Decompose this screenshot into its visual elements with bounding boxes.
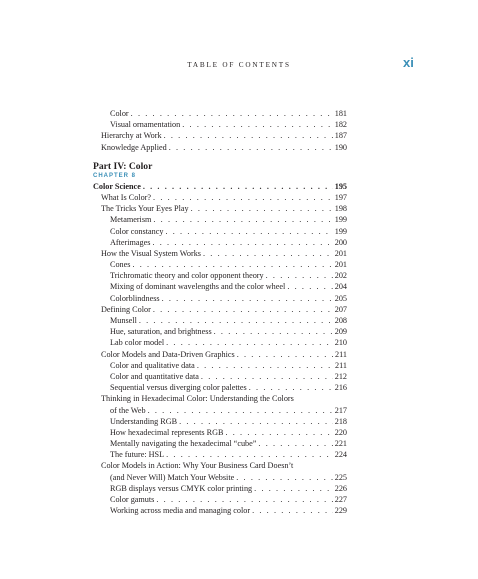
toc-entry-label: Working across media and managing color [110, 506, 251, 516]
toc-entry [93, 281, 347, 292]
dot-leader [162, 293, 333, 304]
toc-entry-page: 198 [334, 204, 347, 214]
dot-leader [179, 416, 333, 427]
dot-leader [166, 337, 333, 348]
toc-entry [93, 472, 347, 483]
toc-entry [93, 237, 347, 248]
toc-entry [93, 130, 347, 141]
toc-entry-page: 207 [334, 304, 347, 314]
dot-leader [254, 483, 333, 494]
toc-entry-label: Trichromatic theory and color opponent theory [110, 271, 264, 281]
toc-entry-page: 205 [334, 293, 347, 303]
dot-leader [165, 226, 332, 237]
chapter-label: CHAPTER 8 [93, 172, 137, 179]
dot-leader [153, 214, 332, 225]
toc-entry [93, 483, 347, 494]
toc-entry-page: 204 [334, 282, 347, 292]
dot-leader [156, 494, 332, 505]
toc-entry [93, 142, 347, 153]
toc-entry-label: Color Models in Action: Why Your Business Card Doesn’t [101, 461, 294, 471]
toc-entry-page: 200 [334, 237, 347, 247]
toc-entry [93, 259, 347, 270]
toc-entry-label: Understanding RGB [110, 416, 178, 426]
dot-leader [131, 108, 333, 119]
dot-leader [236, 472, 332, 483]
dot-leader [249, 382, 333, 393]
toc-main-section [93, 181, 347, 517]
toc-entry [93, 315, 347, 326]
toc-entry-page: 182 [334, 120, 347, 130]
toc-entry-label: Colorblindness [110, 293, 160, 303]
toc-entry-page: 211 [335, 360, 347, 370]
toc-entry [93, 438, 347, 449]
toc-entry-label: Cones [110, 260, 131, 270]
toc-entry-page: 181 [334, 109, 347, 118]
toc-entry-label: Sequential versus diverging color palettes [110, 383, 247, 393]
toc-entry-page: 190 [334, 142, 347, 152]
toc-entry-page: 211 [335, 349, 347, 359]
dot-leader [153, 304, 333, 315]
dot-leader [203, 248, 333, 259]
toc-entry-page: 212 [334, 371, 347, 381]
toc-entry-page: 224 [334, 450, 347, 460]
toc-entry-label: Metamerism [110, 215, 152, 225]
dot-leader [143, 181, 333, 192]
toc-entry [93, 494, 347, 505]
dot-leader [139, 315, 333, 326]
toc-entry-label: How hexadecimal represents RGB [110, 427, 224, 437]
dot-leader [153, 192, 333, 203]
toc-entry-page: 195 [334, 181, 347, 191]
toc-entry [93, 405, 347, 416]
toc-entry [93, 349, 347, 360]
toc-entry [93, 226, 347, 237]
toc-entry-label: of the Web [110, 405, 146, 415]
toc-entry-label: How the Visual System Works [101, 248, 201, 258]
toc-entry [93, 393, 347, 404]
dot-leader [201, 371, 333, 382]
toc-entry [93, 270, 347, 281]
toc-entry-page: 226 [334, 483, 347, 493]
dot-leader [152, 237, 332, 248]
toc-entry-page: 227 [334, 495, 347, 504]
toc-entry-page: 221 [334, 439, 347, 449]
part-heading: Part IV: Color [93, 160, 153, 172]
toc-entry-page: 218 [334, 416, 347, 426]
toc-entry-page: 208 [334, 316, 347, 325]
toc-entry [93, 181, 347, 192]
toc-entry-page: 201 [334, 260, 347, 270]
toc-entry-label: Lab color model [110, 338, 165, 348]
dot-leader [169, 142, 333, 153]
toc-entry [93, 449, 347, 460]
toc-entry-page: 209 [334, 327, 347, 337]
toc-top-section [93, 108, 347, 153]
toc-entry-label: The future: HSL [110, 450, 165, 460]
toc-entry-label: Visual ornamentation [110, 120, 181, 130]
dot-leader [148, 405, 333, 416]
toc-entry-label: Thinking in Hexadecimal Color: Understanding the Colors [101, 394, 294, 404]
toc-entry-label: Hue, saturation, and brightness [110, 327, 212, 337]
table-of-contents [93, 108, 347, 516]
toc-entry [93, 371, 347, 382]
toc-entry-label: Defining Color [101, 304, 151, 314]
toc-entry-page: 229 [334, 506, 347, 516]
toc-entry-page: 187 [334, 131, 347, 141]
running-head: TABLE OF CONTENTS [187, 61, 291, 69]
toc-entry [93, 119, 347, 130]
dot-leader [225, 427, 332, 438]
toc-entry-page: 220 [334, 427, 347, 437]
toc-entry-page: 210 [334, 338, 347, 348]
toc-entry [93, 337, 347, 348]
toc-entry-label: The Tricks Your Eyes Play [101, 204, 189, 214]
toc-entry-label: RGB displays versus CMYK color printing [110, 483, 253, 493]
toc-entry [93, 382, 347, 393]
toc-entry [93, 416, 347, 427]
toc-entry-label: Hierarchy at Work [101, 131, 162, 141]
dot-leader [132, 259, 332, 270]
toc-entry [93, 293, 347, 304]
toc-entry-label: Color [110, 109, 129, 118]
toc-entry-page: 201 [334, 248, 347, 258]
toc-entry-page: 199 [334, 215, 347, 225]
toc-entry-label: Color Models and Data-Driven Graphics [101, 349, 235, 359]
toc-entry-label: Color gamuts [110, 495, 155, 504]
toc-entry [93, 108, 347, 119]
toc-entry [93, 248, 347, 259]
toc-entry [93, 460, 347, 471]
toc-entry-page: 216 [334, 383, 347, 393]
toc-entry-label: Color and quantitative data [110, 371, 199, 381]
dot-leader [258, 438, 332, 449]
dot-leader [214, 326, 333, 337]
dot-leader [266, 270, 333, 281]
toc-entry [93, 427, 347, 438]
toc-entry-page: 217 [334, 405, 347, 415]
toc-entry [93, 326, 347, 337]
toc-entry-label: Color constancy [110, 226, 164, 236]
dot-leader [252, 505, 333, 516]
dot-leader [182, 119, 332, 130]
toc-entry-label: Knowledge Applied [101, 142, 167, 152]
dot-leader [237, 349, 333, 360]
toc-entry-label: Munsell [110, 316, 137, 325]
toc-entry [93, 360, 347, 371]
toc-entry-label: Mixing of dominant wavelengths and the color wheel [110, 282, 286, 292]
dot-leader [197, 360, 333, 371]
toc-entry-label: (and Never Will) Match Your Website [110, 472, 235, 482]
dot-leader [287, 281, 332, 292]
dot-leader [164, 130, 333, 141]
toc-entry-label: Afterimages [110, 237, 151, 247]
page-number: xi [403, 55, 414, 70]
toc-entry [93, 304, 347, 315]
toc-entry-page: 197 [334, 192, 347, 202]
toc-entry-page: 202 [334, 271, 347, 281]
toc-entry-page: 225 [334, 472, 347, 482]
dot-leader [191, 203, 333, 214]
toc-entry-label: What Is Color? [101, 192, 152, 202]
toc-entry-label: Mentally navigating the hexadecimal “cube” [110, 439, 257, 449]
toc-entry [93, 203, 347, 214]
toc-entry-page: 199 [334, 226, 347, 236]
toc-entry [93, 192, 347, 203]
toc-entry-label: Color and qualitative data [110, 360, 195, 370]
toc-entry [93, 505, 347, 516]
dot-leader [166, 449, 333, 460]
toc-entry-label: Color Science [93, 181, 141, 191]
toc-entry [93, 214, 347, 225]
